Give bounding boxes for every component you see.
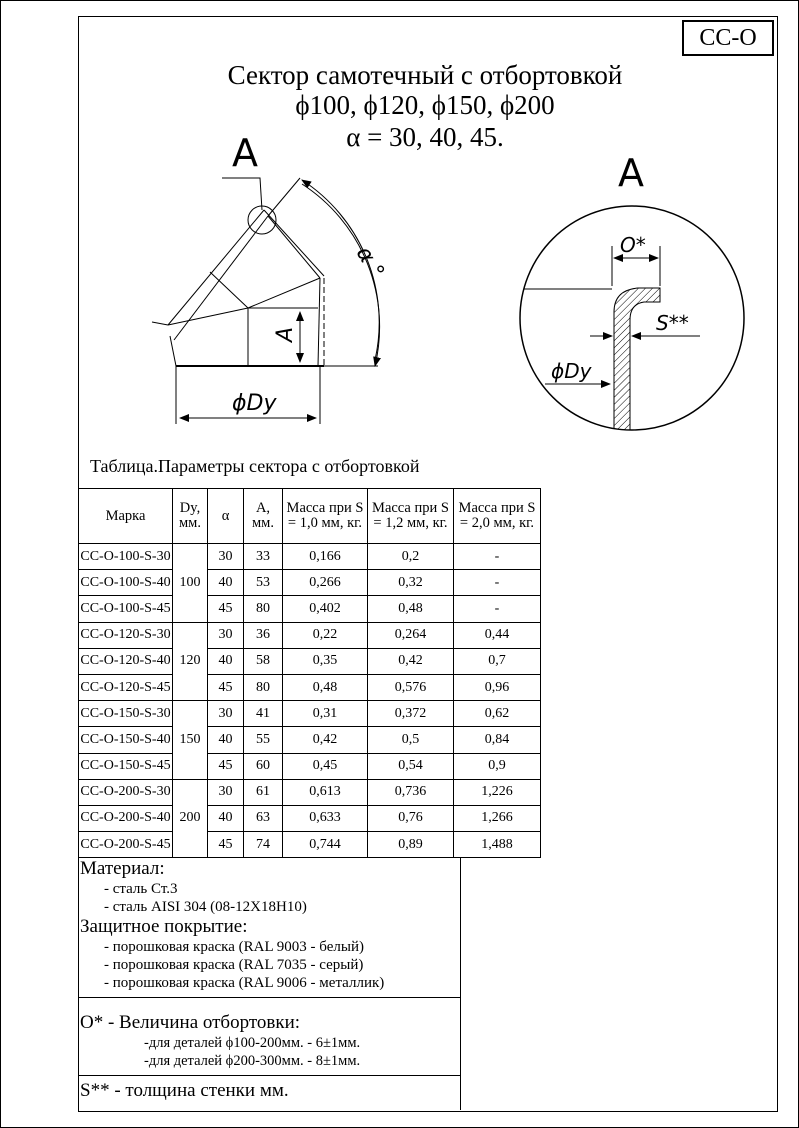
cell-mass-1: 0,266	[283, 570, 368, 596]
cell-mark: CC-O-100-S-30	[79, 544, 173, 570]
cell-mass-2: 0,264	[368, 622, 454, 648]
cell-alpha: 45	[208, 596, 244, 622]
cell-a: 63	[244, 805, 283, 831]
cell-alpha: 45	[208, 832, 244, 858]
cell-mass-2: 0,89	[368, 832, 454, 858]
cell-mark: CC-O-150-S-45	[79, 753, 173, 779]
cell-mass-2: 0,54	[368, 753, 454, 779]
height-label: A	[273, 326, 298, 342]
table-row	[79, 648, 541, 674]
notes-panel	[78, 858, 461, 1110]
col-header-mass-3: Масса при S = 2,0 мм, кг.	[454, 489, 541, 544]
table-row	[79, 727, 541, 753]
cell-alpha: 40	[208, 570, 244, 596]
cell-mass-2: 0,32	[368, 570, 454, 596]
cell-mass-1: 0,402	[283, 596, 368, 622]
table-row	[79, 832, 541, 858]
col-header-mark: Марка	[79, 489, 173, 544]
cell-a: 55	[244, 727, 283, 753]
diameter-list: ϕ100, ϕ120, ϕ150, ϕ200	[295, 90, 555, 120]
cell-a: 33	[244, 544, 283, 570]
table-row	[79, 701, 541, 727]
cell-mass-2: 0,2	[368, 544, 454, 570]
cell-a: 80	[244, 596, 283, 622]
cell-alpha: 30	[208, 701, 244, 727]
cell-alpha: 30	[208, 779, 244, 805]
page-title: Сектор самотечный с отбортовкой	[227, 60, 623, 90]
table-row	[79, 805, 541, 831]
cell-mass-3: 0,44	[454, 622, 541, 648]
cell-a: 80	[244, 674, 283, 700]
cell-mass-3: -	[454, 544, 541, 570]
coating-item: - порошковая краска (RAL 7035 - серый)	[104, 957, 364, 973]
cell-mass-3: 1,266	[454, 805, 541, 831]
cell-mass-3: 1,488	[454, 832, 541, 858]
cell-alpha: 45	[208, 753, 244, 779]
cell-a: 60	[244, 753, 283, 779]
cell-mark: CC-O-150-S-40	[79, 727, 173, 753]
diameter-label: ϕDy	[232, 391, 277, 416]
cell-mass-1: 0,48	[283, 674, 368, 700]
flange-item: -для деталей ϕ100-200мм. - 6±1мм.	[144, 1035, 361, 1051]
cell-a: 58	[244, 648, 283, 674]
document-code: CC-O	[682, 20, 774, 56]
cell-mass-2: 0,372	[368, 701, 454, 727]
cell-mass-1: 0,35	[283, 648, 368, 674]
cell-mark: CC-O-200-S-45	[79, 832, 173, 858]
cell-mass-2: 0,48	[368, 596, 454, 622]
cell-mark: CC-O-200-S-40	[79, 805, 173, 831]
flange-item: -для деталей ϕ200-300мм. - 8±1мм.	[144, 1053, 361, 1069]
table-row	[79, 779, 541, 805]
col-header-a: A, мм.	[244, 489, 283, 544]
cell-mark: CC-O-100-S-45	[79, 596, 173, 622]
cell-mass-1: 0,744	[283, 832, 368, 858]
detail-diameter-label: ϕDy	[551, 359, 592, 383]
cell-a: 41	[244, 701, 283, 727]
sector-view	[152, 131, 389, 424]
cell-dy: 100	[173, 544, 208, 623]
cell-mark: CC-O-200-S-30	[79, 779, 173, 805]
cell-a: 36	[244, 622, 283, 648]
cell-dy: 120	[173, 622, 208, 701]
col-header-mass-2: Масса при S = 1,2 мм, кг.	[368, 489, 454, 544]
table-caption: Таблица.Параметры сектора с отбортовкой	[90, 456, 420, 476]
angle-label: α °	[350, 242, 389, 284]
coating-item: - порошковая краска (RAL 9006 - металлик)	[104, 975, 385, 991]
cell-mass-2: 0,576	[368, 674, 454, 700]
cell-mark: CC-O-120-S-30	[79, 622, 173, 648]
cell-mass-3: 0,62	[454, 701, 541, 727]
cell-mark: CC-O-120-S-45	[79, 674, 173, 700]
cell-alpha: 45	[208, 674, 244, 700]
cell-mass-3: -	[454, 596, 541, 622]
cell-mass-3: -	[454, 570, 541, 596]
cell-a: 74	[244, 832, 283, 858]
detail-view	[500, 151, 744, 432]
thickness-label: S**	[656, 311, 689, 335]
flange-label: O*	[620, 233, 646, 257]
coating-title: Защитное покрытие:	[80, 916, 248, 937]
cell-mass-3: 0,7	[454, 648, 541, 674]
cell-mass-1: 0,166	[283, 544, 368, 570]
cell-mass-3: 0,84	[454, 727, 541, 753]
material-item: - сталь AISI 304 (08-12Х18Н10)	[104, 899, 307, 915]
parameters-table	[78, 488, 541, 858]
col-header-mass-1: Масса при S = 1,0 мм, кг.	[283, 489, 368, 544]
technical-drawing	[0, 0, 799, 470]
cell-a: 61	[244, 779, 283, 805]
cell-a: 53	[244, 570, 283, 596]
cell-dy: 200	[173, 779, 208, 858]
angle-list: α = 30, 40, 45.	[346, 122, 504, 152]
table-header-row	[79, 489, 541, 544]
cell-mass-3: 0,96	[454, 674, 541, 700]
cell-mark: CC-O-120-S-40	[79, 648, 173, 674]
cell-mass-1: 0,45	[283, 753, 368, 779]
cell-alpha: 30	[208, 622, 244, 648]
cell-alpha: 40	[208, 727, 244, 753]
table-row	[79, 674, 541, 700]
cell-alpha: 30	[208, 544, 244, 570]
material-title: Материал:	[80, 858, 165, 879]
flange-title: O* - Величина отбортовки:	[80, 1012, 301, 1033]
material-section	[78, 858, 460, 998]
coating-item: - порошковая краска (RAL 9003 - белый)	[104, 939, 364, 955]
flange-section	[78, 998, 460, 1076]
table-row	[79, 622, 541, 648]
col-header-dy: Dy, мм.	[173, 489, 208, 544]
detail-label: A	[618, 151, 644, 195]
cell-mass-1: 0,42	[283, 727, 368, 753]
cell-alpha: 40	[208, 648, 244, 674]
cell-mark: CC-O-100-S-40	[79, 570, 173, 596]
cell-mass-1: 0,22	[283, 622, 368, 648]
cell-mass-2: 0,736	[368, 779, 454, 805]
cell-mass-1: 0,633	[283, 805, 368, 831]
table-row	[79, 753, 541, 779]
cell-mass-2: 0,42	[368, 648, 454, 674]
cell-mass-2: 0,5	[368, 727, 454, 753]
cell-mass-3: 1,226	[454, 779, 541, 805]
view-label: A	[232, 131, 258, 175]
cell-mass-3: 0,9	[454, 753, 541, 779]
cell-mass-1: 0,31	[283, 701, 368, 727]
thickness-note: S** - толщина стенки мм.	[80, 1080, 289, 1101]
table-row	[79, 570, 541, 596]
material-item: - сталь Ст.3	[104, 881, 178, 897]
cell-dy: 150	[173, 701, 208, 780]
cell-alpha: 40	[208, 805, 244, 831]
table-row	[79, 544, 541, 570]
cell-mark: CC-O-150-S-30	[79, 701, 173, 727]
col-header-alpha: α	[208, 489, 244, 544]
table-row	[79, 596, 541, 622]
cell-mass-2: 0,76	[368, 805, 454, 831]
cell-mass-1: 0,613	[283, 779, 368, 805]
